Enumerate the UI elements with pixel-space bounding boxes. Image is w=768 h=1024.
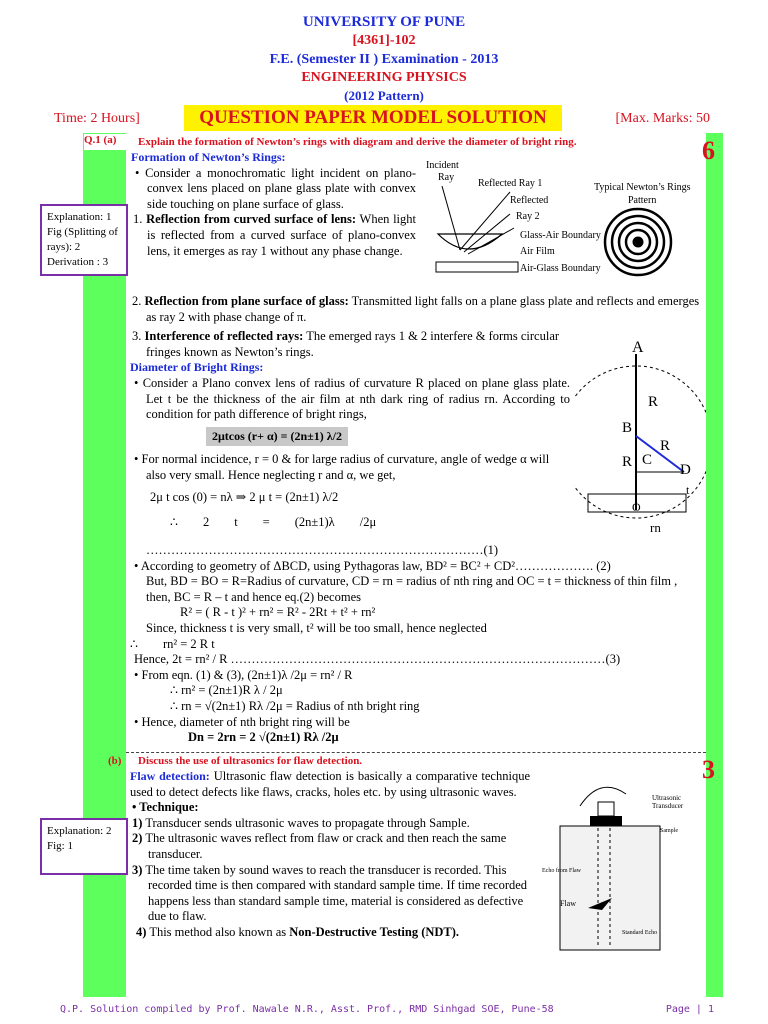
fig2-radius-label-3: R — [622, 454, 633, 470]
question-text: Explain the formation of Newton’s rings with diagram and derive the diameter of bright ring. — [138, 136, 577, 148]
diameter-point-2-text: For normal incidence, r = 0 & for large radius of curvature, angle of wedge α will also very small. Hence neglecting r and α, we get, — [141, 452, 550, 482]
marks-breakdown-line: rays): 2 — [47, 241, 81, 253]
technique-step-3: 3) The time taken by sound waves to reach the transducer is recorded. This recorded time is then compared with standard sample time. If time recorded happens less than standard sample time, material is considered as defective due to flaw. — [132, 862, 528, 924]
technique-step-4-text: This method also known as — [149, 924, 287, 939]
final-point-2-text: Hence, diameter of nth bright ring will be — [141, 714, 350, 729]
geometry-point-1: • According to geometry of ΔBCD, using Pythagoras law, BD² = BC² + CD²………………. (2) — [134, 558, 611, 573]
technique-step-3-text: The time taken by sound waves to reach the transducer is recorded. This recorded time is then compared with standard sample time. If time recorded happens less than standard sample time, material is considered as defective due to flaw. — [145, 862, 528, 924]
fig3-echo-label: Echo from Flaw — [542, 868, 581, 874]
formation-heading: Formation of Newton’s Rings: — [131, 150, 286, 164]
fig2-rn-label: rn — [650, 520, 661, 535]
page-title: QUESTION PAPER MODEL SOLUTION — [184, 105, 562, 131]
formation-point-3-label: Reflection from plane surface of glass: — [144, 294, 349, 308]
subject-name: ENGINEERING PHYSICS — [301, 70, 467, 85]
formation-point-2-label: Reflection from curved surface of lens: — [146, 212, 357, 227]
reflected-ray-1-line — [460, 192, 510, 250]
flaw-intro — [130, 769, 530, 800]
geometry-point-1-text: According to geometry of ΔBCD, using Pythagoras law, BD² = BC² + CD²………………. (2) — [140, 558, 611, 573]
exam-name: F.E. (Semester II ) Examination - 2013 — [269, 52, 499, 67]
technique-step-2-text: The ultrasonic waves reflect from flaw or crack and then reach the same transducer. — [145, 831, 507, 861]
fig1-ray2-label: Ray 2 — [516, 211, 540, 222]
equation-2: 2μ t cos (0) = nλ ⇒ 2 μ t = (2n±1) λ/2 — [150, 489, 339, 504]
flaw-text: Ultrasonic flaw detection is basically a comparative technique used to detect defects like flaws, cracks, holes etc. by using ultrasonic waves. — [130, 769, 531, 799]
formation-point-3: 2. Reflection from plane surface of glass: Transmitted light falls on a plane glass plate and reflects and emerges as ray 2 with phase change of π. — [132, 294, 700, 324]
paper-code: [4361]-102 — [352, 33, 416, 48]
newtons-rings-ray-diagram — [420, 156, 710, 280]
formation-point-4-text: The emerged rays 1 & 2 interfere & forms circular fringes known as Newton’s rings. — [146, 329, 560, 359]
formation-point-4-label: Interference of reflected rays: — [144, 329, 304, 344]
fig1-agb-label: Air-Glass Boundary — [520, 263, 601, 274]
eq-box-line — [130, 427, 570, 447]
marks-breakdown-line: Fig (Splitting of — [47, 226, 118, 238]
fig2-point-b: B — [622, 420, 633, 436]
formation-point-2: 1. Reflection from curved surface of lens: When light is reflected from a curved surface of plano-convex lens, it emerges as ray 1 without any phase change. — [133, 212, 417, 258]
technique-label: Technique: — [139, 800, 199, 815]
final-eq-2: ∴ rn = √(2n±1) Rλ /2μ = Radius of nth bright ring — [170, 698, 420, 713]
question-marks: 6 — [702, 136, 715, 165]
technique-heading: • Technique: — [132, 800, 199, 815]
footer — [0, 1000, 768, 1024]
question-b-number: (b) — [108, 755, 122, 767]
technique-step-1: 1) Transducer sends ultrasonic waves to propagate through Sample. — [132, 815, 470, 830]
marks-breakdown-box-b — [40, 818, 128, 875]
ndt-label: Non-Destructive Testing (NDT). — [289, 924, 460, 939]
transducer-cable — [580, 787, 626, 806]
formation-section — [131, 150, 416, 259]
fig3-sample-label: Sample — [660, 828, 678, 834]
geometry-point-3: Since, thickness t is very small, t² will be too small, hence neglected — [146, 620, 487, 635]
max-marks-label: [Max. Marks: 50 — [615, 111, 710, 126]
fig1-incident-label: Incident — [426, 160, 459, 171]
final-diameter-equation: Dn = 2rn = 2 √(2n±1) Rλ /2μ — [188, 730, 339, 745]
path-difference-equation: 2μtcos (r+ α) = (2n±1) λ/2 — [206, 427, 348, 447]
formation-point-2-text: When light is reflected from a curved surface of plano-convex lens, it emerges as ray 1 without any phase change. — [147, 212, 417, 258]
formation-point-1-text: Consider a monochromatic light incident on plano-convex lens placed on plane glass plate with convex side touching on plane surface of glass. — [145, 165, 416, 211]
geometry-eq-1: R² = ( R - t )² + rn² = R² - 2Rt + t² + rn² — [180, 605, 376, 620]
flaw-section — [130, 769, 530, 941]
final-eq-1: ∴ rn² = (2n±1)R λ / 2μ — [170, 683, 283, 698]
question-b-text: Discuss the use of ultrasonics for flaw detection. — [138, 755, 363, 767]
fig1-reflected-label: Reflected — [510, 195, 549, 206]
flaw-label: Flaw detection: — [130, 769, 210, 783]
fig1-ray-label: Ray — [438, 172, 455, 183]
geometry-section — [130, 543, 704, 746]
fig2-point-c: C — [642, 452, 653, 468]
formation-point-1: • Consider a monochromatic light incident on plano-convex lens placed on plane glass plate with convex side touching on plane surface of glass. — [135, 165, 416, 211]
glass-plate — [436, 262, 518, 272]
diameter-point-1: • Consider a Plano convex lens of radius of curvature R placed on plane glass plate. Let t be the thickness of the air film at nth dark ring of radius rn. According to condition for path difference of bright rings, — [134, 376, 570, 422]
reflected-ray-3-line — [468, 228, 514, 254]
lens-geometry-diagram — [574, 334, 706, 540]
fig1-film-label: Air Film — [520, 246, 555, 257]
fig2-point-a: A — [632, 339, 644, 356]
question-b-marks: 3 — [702, 755, 715, 784]
fig2-thickness-label: t — [686, 483, 690, 497]
geometry-point-2: But, BD = BO = R=Radius of curvature, CD = rn = radius of nth ring and OC = t = thickness of thin film , then, BC = R – t and hence eq.(2) becomes — [146, 574, 678, 604]
equation-3: ∴ 2 t = (2n±1)λ /2μ — [170, 515, 377, 530]
fig2-radius-label-2: R — [660, 438, 671, 454]
formation-point-4: 3. Interference of reflected rays: The emerged rays 1 & 2 interfere & forms circular fringes known as Newton’s rings. — [132, 329, 560, 359]
page-number: Page | 1 — [665, 1004, 714, 1015]
fig3-transducer-label-2: Transducer — [652, 802, 684, 810]
fig3-transducer-label: Ultrasonic — [652, 794, 682, 802]
technique-step-1-text: Transducer sends ultrasonic waves to propagate through Sample. — [145, 815, 470, 830]
footer-credit: Q.P. Solution compiled by Prof. Nawale N.R., Asst. Prof., RMD Sinhgad SOE, Pune-58 — [60, 1004, 554, 1015]
fig1-typical-label: Typical Newton’s Rings — [594, 182, 691, 193]
marks-breakdown-line: Derivation : 3 — [47, 256, 109, 268]
marks-breakdown-line: Explanation: 2 — [47, 825, 112, 837]
final-point-1-text: From eqn. (1) & (3), (2n±1)λ /2μ = rn² / R — [141, 667, 353, 682]
fig1-reflected1-label: Reflected Ray 1 — [478, 178, 543, 189]
fig2-point-d: D — [680, 462, 691, 478]
marks-breakdown-line: Fig: 1 — [47, 840, 73, 852]
marks-breakdown-box — [40, 204, 128, 276]
ultrasonic-flaw-diagram — [540, 776, 700, 976]
fig2-radius-label-1: R — [648, 394, 659, 410]
pattern: (2012 Pattern) — [344, 88, 424, 103]
diameter-point-1-text: Consider a Plano convex lens of radius of curvature R placed on plane glass plate. Let t be the thickness of the air film at nth dark ring of radius rn. According to condition for path difference of bright rings, — [142, 376, 570, 422]
final-point-2: • Hence, diameter of nth bright ring will be — [134, 714, 350, 729]
transducer-body — [598, 802, 614, 816]
marks-breakdown-line: Explanation: 1 — [47, 211, 112, 223]
fig3-std-label: Standard Echo — [622, 930, 658, 936]
fig3-flaw-label: Flaw — [560, 899, 576, 908]
diameter-point-2: • For normal incidence, r = 0 & for large radius of curvature, angle of wedge α will also very small. Hence neglecting r and α, we get, — [134, 452, 550, 482]
geometry-eq-3: Hence, 2t = rn² / R ………………………………………………………………………………(3) — [134, 652, 621, 667]
transducer-head — [590, 816, 622, 826]
section-divider — [126, 752, 706, 753]
equation-3-cont: ………………………………………………………………………(1) — [146, 543, 499, 557]
reflected-ray-2-line — [464, 214, 510, 252]
diameter-section — [130, 376, 570, 531]
newtons-rings-pattern — [605, 209, 671, 275]
university-title: UNIVERSITY OF PUNE — [302, 14, 466, 30]
fig1-pattern-label: Pattern — [628, 195, 657, 206]
technique-step-4: 4) This method also known as Non-Destructive Testing (NDT). — [136, 924, 460, 939]
geometry-eq-2: ∴ rn² = 2 R t — [130, 636, 215, 651]
question-number: Q.1 (a) — [84, 134, 128, 150]
fig2-point-o: O — [632, 500, 641, 514]
marks-breakdown-spacer — [47, 854, 121, 869]
time-label: Time: 2 Hours] — [54, 111, 140, 126]
technique-step-2: 2) The ultrasonic waves reflect from flaw or crack and then reach the same transducer. — [132, 831, 507, 861]
formation-point-3-text: Transmitted light falls on a plane glass plate and reflects and emerges as ray 2 with phase change of π. — [146, 294, 700, 324]
fig1-gab-label: Glass-Air Boundary — [520, 230, 601, 241]
final-point-1: • From eqn. (1) & (3), (2n±1)λ /2μ = rn² / R — [134, 667, 353, 682]
diameter-heading: Diameter of Bright Rings: — [130, 360, 264, 375]
